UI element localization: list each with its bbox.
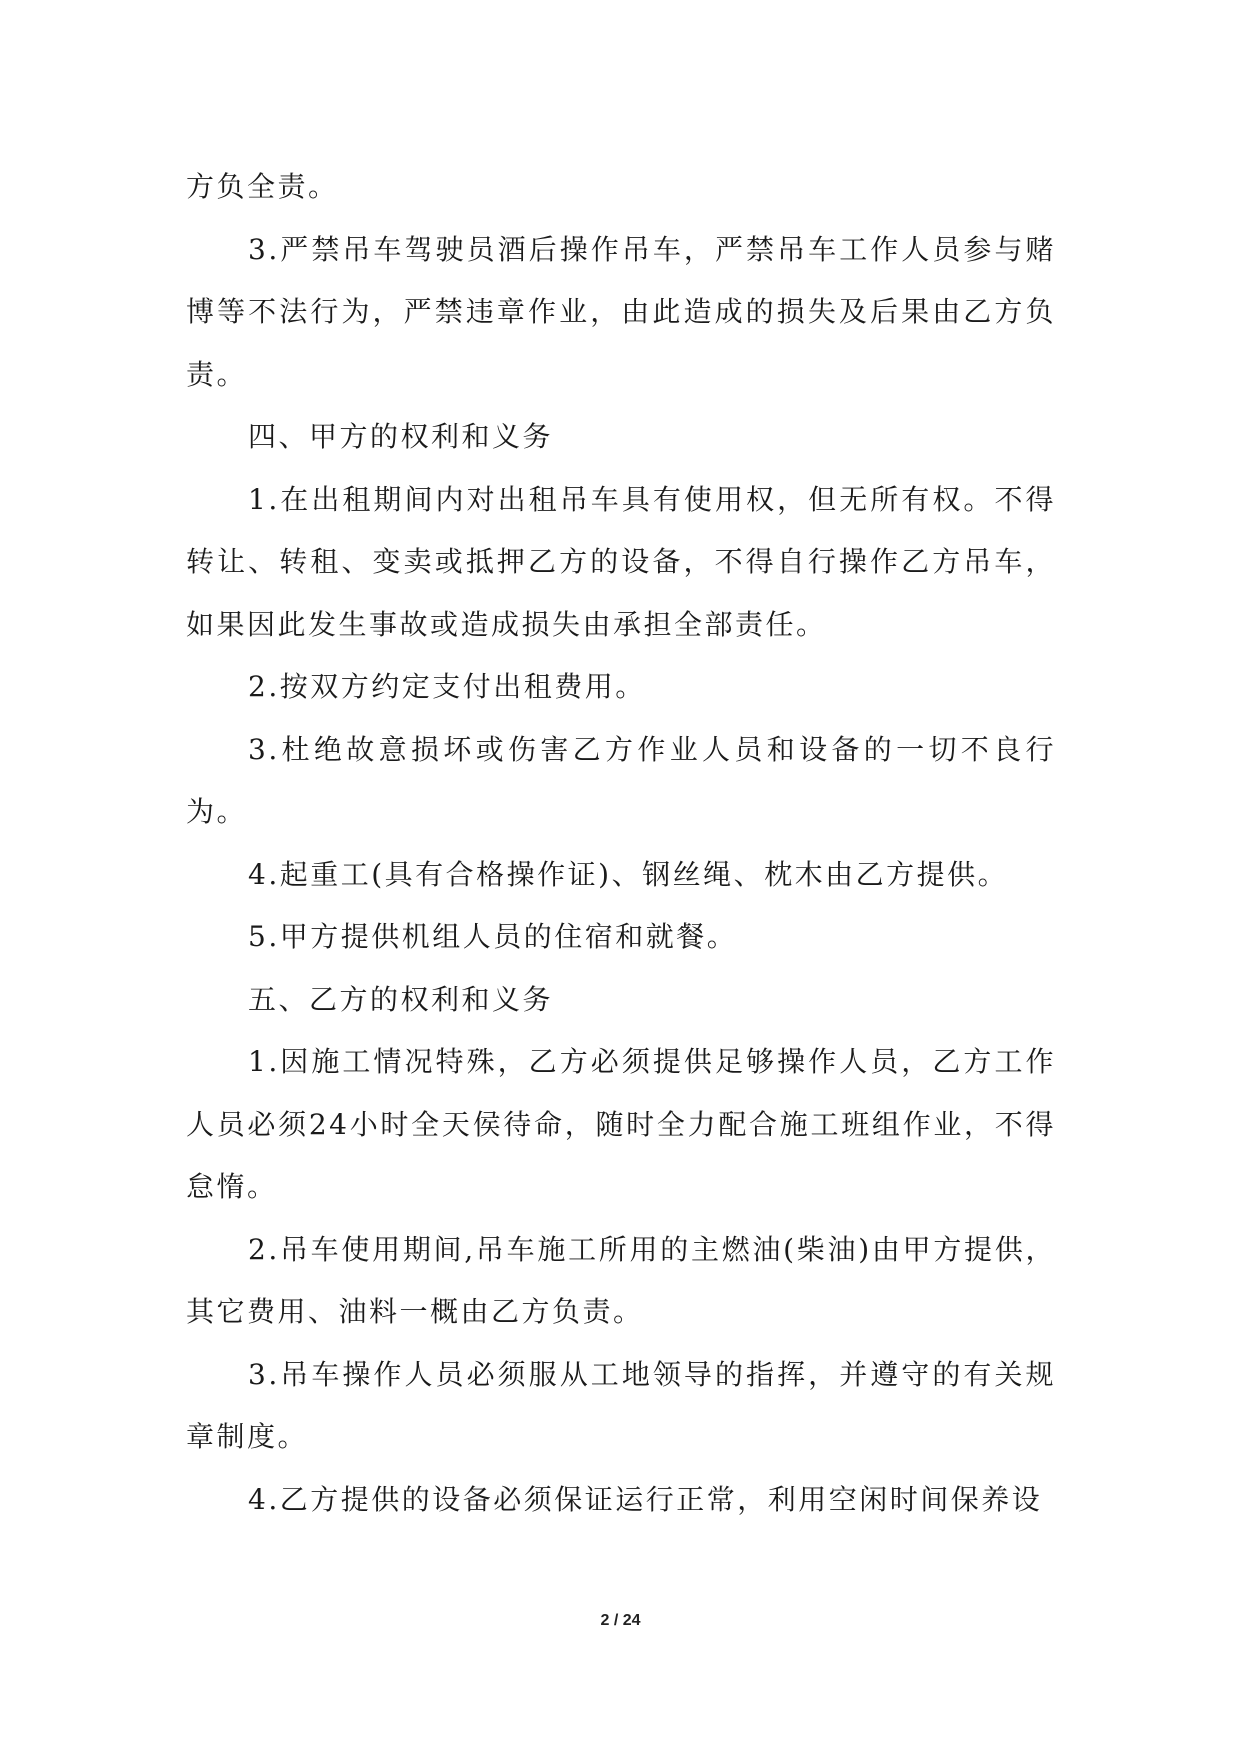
paragraph: 4.乙方提供的设备必须保证运行正常，利用空闲时间保养设 — [248, 1482, 1043, 1516]
section-heading: 四、甲方的权利和义务 — [248, 420, 554, 453]
paragraph: 5.甲方提供机组人员的住宿和就餐。 — [248, 920, 738, 953]
section-heading: 五、乙方的权利和义务 — [248, 982, 554, 1016]
paragraph: 1.在出租期间内对出租吊车具有使用权，但无所有权。不得转让、转租、变卖或抵押乙方的设备，不得自行操作乙方吊车，如果因此发生事故或造成损失由承担全部责任。 — [186, 482, 1056, 641]
paragraph: 1.因施工情况特殊，乙方必须提供足够操作人员，乙方工作人员必须24小时全天侯待命，随时全力配合施工班组作业，不得怠惰。 — [186, 1045, 1056, 1203]
paragraph: 3.杜绝故意损坏或伤害乙方作业人员和设备的一切不良行为。 — [186, 732, 1056, 828]
paragraph: 3.吊车操作人员必须服从工地领导的指挥，并遵守的有关规章制度。 — [186, 1357, 1056, 1453]
page-number: 2 / 24 — [600, 1612, 641, 1629]
paragraph: 2.按双方约定支付出租费用。 — [248, 670, 646, 703]
paragraph: 3.严禁吊车驾驶员酒后操作吊车，严禁吊车工作人员参与赌博等不法行为，严禁违章作业，由此造成的损失及后果由乙方负责。 — [186, 232, 1056, 391]
paragraph: 方负全责。 — [186, 170, 339, 203]
body-text — [186, 156, 1056, 1531]
paragraph: 4.起重工(具有合格操作证)、钢丝绳、枕木由乙方提供。 — [248, 857, 1009, 891]
paragraph: 2.吊车使用期间,吊车施工所用的主燃油(柴油)由甲方提供，其它费用、油料一概由乙方负责。 — [186, 1232, 1056, 1328]
